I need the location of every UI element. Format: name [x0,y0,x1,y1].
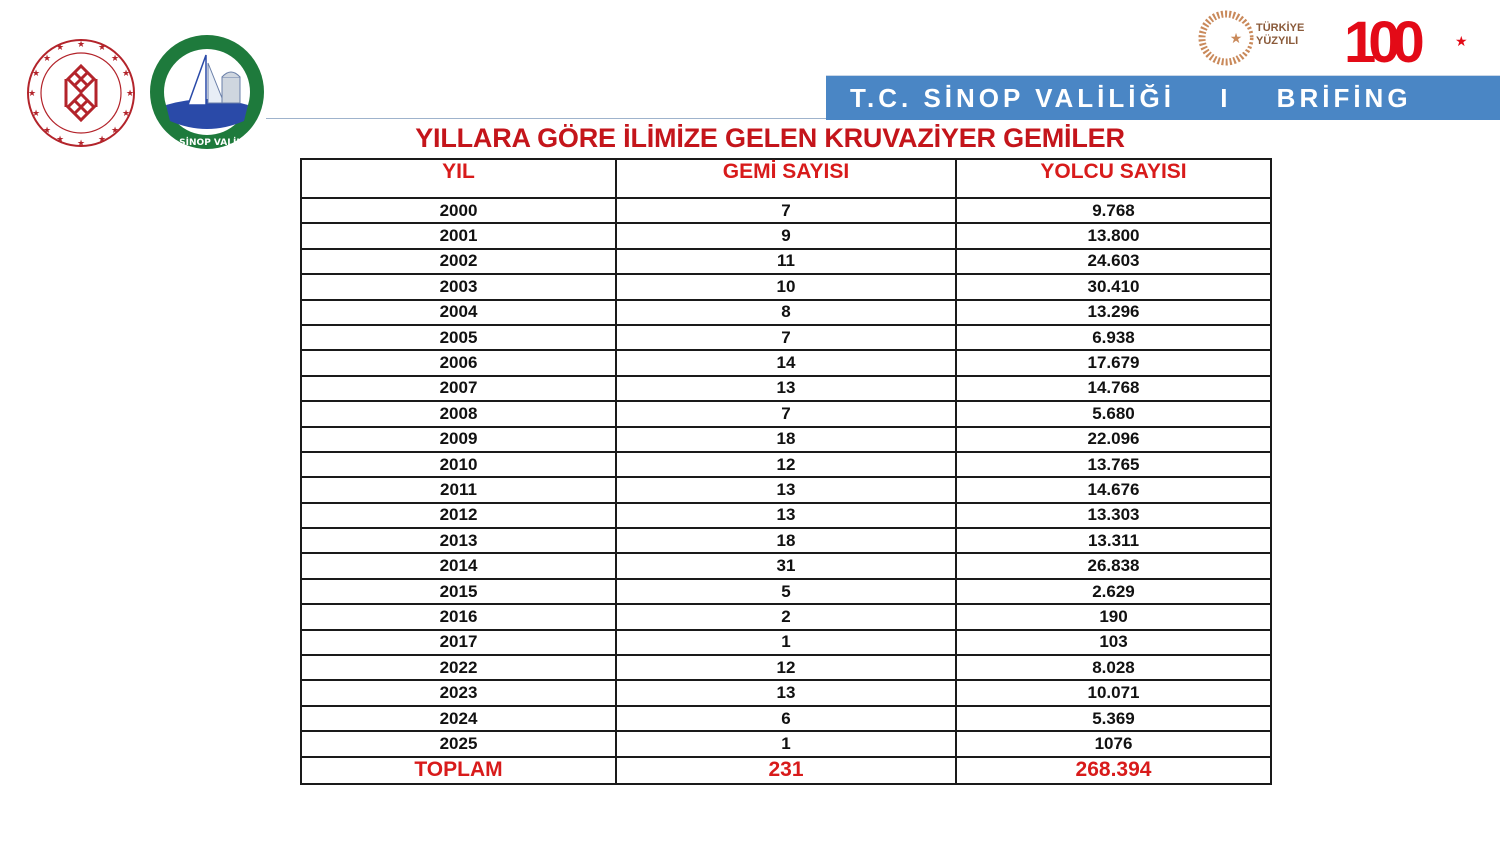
svg-text:★: ★ [42,126,52,136]
passenger-count-cell: 6.938 [956,325,1271,350]
passenger-count-cell: 2.629 [956,579,1271,604]
passenger-count-cell: 30.410 [956,274,1271,299]
column-header-year: YIL [301,159,616,198]
ship-count-cell: 7 [616,198,956,223]
passenger-count-cell: 14.768 [956,376,1271,401]
ship-count-cell: 5 [616,579,956,604]
ship-count-cell: 9 [616,223,956,248]
turkiye-yuzyili-icon [1198,10,1320,66]
header-divider [266,118,828,119]
year-cell: 2007 [301,376,616,401]
passenger-count-cell: 9.768 [956,198,1271,223]
table-row [301,350,1271,375]
ship-count-cell: 13 [616,477,956,502]
table-row [301,274,1271,299]
passenger-count-cell: 24.603 [956,249,1271,274]
table-row [301,376,1271,401]
table-row [301,477,1271,502]
passenger-count-cell: 13.303 [956,503,1271,528]
year-cell: 2002 [301,249,616,274]
column-header-ship-count: GEMİ SAYISI [616,159,956,198]
year-cell: 2011 [301,477,616,502]
year-cell: 2001 [301,223,616,248]
year-cell: 2012 [301,503,616,528]
table-header-row [301,159,1271,198]
table-row [301,553,1271,578]
ship-count-cell: 31 [616,553,956,578]
table-row [301,706,1271,731]
ship-count-cell: 2 [616,604,956,629]
table-row [301,604,1271,629]
ship-count-cell: 1 [616,630,956,655]
svg-text:★: ★ [97,43,107,53]
ship-count-cell: 12 [616,452,956,477]
total-passenger-count: 268.394 [956,757,1271,784]
passenger-count-cell: 13.311 [956,528,1271,553]
year-cell: 2010 [301,452,616,477]
ministry-emblem-icon [26,38,136,148]
ship-count-cell: 1 [616,731,956,756]
table-row [301,731,1271,756]
ship-count-cell: 10 [616,274,956,299]
table-row [301,300,1271,325]
svg-text:★: ★ [31,69,41,79]
passenger-count-cell: 13.296 [956,300,1271,325]
year-cell: 2024 [301,706,616,731]
year-cell: 2000 [301,198,616,223]
table-row [301,249,1271,274]
year-cell: 2008 [301,401,616,426]
passenger-count-cell: 13.800 [956,223,1271,248]
total-ship-count: 231 [616,757,956,784]
centennial-line-2: YÜZYILI [1256,35,1299,47]
ship-count-cell: 13 [616,680,956,705]
svg-text:★: ★ [121,109,131,119]
year-cell: 2005 [301,325,616,350]
ship-count-cell: 6 [616,706,956,731]
ship-count-cell: 18 [616,528,956,553]
ship-count-cell: 11 [616,249,956,274]
total-row [301,757,1271,784]
table-row [301,198,1271,223]
column-header-passenger-count: YOLCU SAYISI [956,159,1271,198]
sinop-seal-text: T.C. SİNOP VALİLİĞİ [157,138,257,148]
svg-text:★: ★ [31,109,41,119]
ship-count-cell: 7 [616,401,956,426]
table-row [301,630,1271,655]
year-cell: 2014 [301,553,616,578]
year-cell: 2022 [301,655,616,680]
table-row [301,325,1271,350]
centennial-number: 100 [1344,10,1417,68]
passenger-count-cell: 10.071 [956,680,1271,705]
cruise-ships-table [300,158,1272,785]
table-row [301,427,1271,452]
year-cell: 2023 [301,680,616,705]
year-cell: 2016 [301,604,616,629]
banner-org-title: T.C. SİNOP VALİLİĞİ [850,83,1175,113]
table-row [301,452,1271,477]
passenger-count-cell: 5.680 [956,401,1271,426]
svg-text:★: ★ [76,40,86,50]
passenger-count-cell: 26.838 [956,553,1271,578]
table-row [301,655,1271,680]
svg-text:★: ★ [1455,34,1468,50]
centennial-line-1: TÜRKİYE [1256,22,1305,34]
table-row [301,579,1271,604]
table-row [301,528,1271,553]
svg-text:★: ★ [125,89,135,99]
ship-count-cell: 14 [616,350,956,375]
passenger-count-cell: 13.765 [956,452,1271,477]
total-label: TOPLAM [301,757,616,784]
year-cell: 2017 [301,630,616,655]
svg-text:★: ★ [110,54,120,64]
table-row [301,223,1271,248]
passenger-count-cell: 8.028 [956,655,1271,680]
svg-text:★: ★ [76,139,86,148]
passenger-count-cell: 17.679 [956,350,1271,375]
passenger-count-cell: 1076 [956,731,1271,756]
year-cell: 2009 [301,427,616,452]
year-cell: 2015 [301,579,616,604]
svg-text:★: ★ [55,135,65,145]
year-cell: 2003 [301,274,616,299]
svg-text:★: ★ [97,135,107,145]
year-cell: 2006 [301,350,616,375]
ship-count-cell: 18 [616,427,956,452]
year-cell: 2013 [301,528,616,553]
banner-section-title: BRİFİNG [1276,83,1412,113]
passenger-count-cell: 190 [956,604,1271,629]
svg-text:★: ★ [55,43,65,53]
100-year-icon [1342,10,1468,68]
svg-text:★: ★ [42,54,52,64]
header-banner [826,75,1500,120]
ship-count-cell: 8 [616,300,956,325]
passenger-count-cell: 5.369 [956,706,1271,731]
ship-count-cell: 13 [616,503,956,528]
ship-count-cell: 12 [616,655,956,680]
banner-separator: I [1220,83,1232,113]
svg-text:★: ★ [1229,31,1243,47]
page-title: YILLARA GÖRE İLİMİZE GELEN KRUVAZİYER GEMİLER [415,123,1125,153]
svg-text:★: ★ [110,126,120,136]
table-row [301,401,1271,426]
ship-count-cell: 13 [616,376,956,401]
svg-text:★: ★ [27,89,37,99]
ship-count-cell: 7 [616,325,956,350]
passenger-count-cell: 14.676 [956,477,1271,502]
table-row [301,680,1271,705]
sinop-governorship-seal-icon [148,33,266,151]
passenger-count-cell: 22.096 [956,427,1271,452]
year-cell: 2025 [301,731,616,756]
svg-text:★: ★ [121,69,131,79]
year-cell: 2004 [301,300,616,325]
table-row [301,503,1271,528]
passenger-count-cell: 103 [956,630,1271,655]
